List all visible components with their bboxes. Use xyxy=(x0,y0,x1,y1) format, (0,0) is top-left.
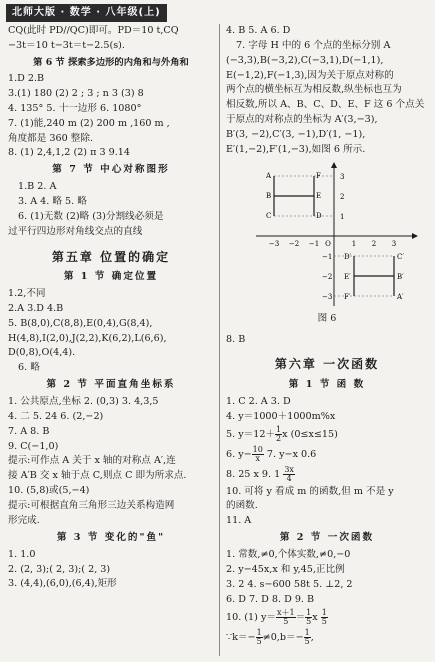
formula-text: 5. y＝12＋ xyxy=(226,428,276,440)
column-divider xyxy=(219,24,220,656)
answer-line: 两个点的横坐标互为相反数,纵坐标也互为 xyxy=(226,84,402,96)
point-label: C xyxy=(266,211,272,220)
answer-line: E′(1,−2),F′(1,−3),如图 6 所示. xyxy=(226,143,366,155)
fraction xyxy=(256,629,263,646)
y-tick-label: −1 xyxy=(322,252,333,261)
fraction xyxy=(276,609,296,626)
answer-line: 6. 略 xyxy=(18,362,40,374)
fraction-numerator: 1 xyxy=(256,627,262,637)
y-tick-label: −3 xyxy=(322,292,333,301)
point-label: E xyxy=(316,191,322,200)
answer-line: 的函数. xyxy=(226,500,258,512)
x-tick-label: −1 xyxy=(308,239,320,248)
fraction-denominator: 5 xyxy=(283,616,289,626)
answer-line: 1. C 2. A 3. D xyxy=(226,395,291,407)
fraction-numerator: 1 xyxy=(321,607,327,617)
answer-line: 1.B 2. A xyxy=(18,181,57,193)
answer-line: 9. C(−1,0) xyxy=(8,440,59,452)
answer-line: 5. B(8,0),C(8,8),E(0,4),G(8,4), xyxy=(8,317,153,329)
answer-line: 3. (4,4),(6,0),(6,4),矩形 xyxy=(8,578,117,590)
point-label: C′ xyxy=(397,252,404,261)
formula-text: x xyxy=(312,611,321,623)
answer-line: 3.(1) 180 (2) 2 ; 3 ; n 3 (3) 8 xyxy=(8,87,144,99)
answer-line: B′(3, −2),C′(3, −1),D′(1, −1), xyxy=(226,129,366,141)
x-axis-arrow xyxy=(412,233,418,239)
answer-line: (−3,3),B(−3,2),C(−3,1),D(−1,1), xyxy=(226,54,384,66)
formula-text: 10. (1) y＝ xyxy=(226,611,276,623)
section-title: 第 2 节 一次函数 xyxy=(279,532,375,544)
x-tick-label: −2 xyxy=(288,239,300,248)
answer-line: 11. A xyxy=(226,515,252,527)
answer-line: D(0,8),O(4,4). xyxy=(8,347,76,359)
answer-line: 过平行四边形对角线交点的直线 xyxy=(8,225,143,237)
fraction-denominator: 4 xyxy=(286,473,292,483)
section-title: 第 7 节 中心对称图形 xyxy=(52,164,170,176)
y-tick-label: 3 xyxy=(340,172,345,181)
fraction-denominator: x xyxy=(255,453,261,463)
answer-line: 10. (5,8)或(5,−4) xyxy=(8,485,90,497)
header-title: 北师大版 · 数学 · 八年级(上) xyxy=(6,4,167,22)
origin-label: O xyxy=(325,239,331,248)
y-tick-label: 1 xyxy=(340,212,345,221)
fraction-numerator: 10 xyxy=(252,444,263,454)
answer-line: 角度都是 360 整除. xyxy=(8,132,94,144)
answer-line: 3. 2 4. s−600 58t 5. ⊥2, 2 xyxy=(226,578,353,590)
answer-line: 4. y＝1000＋1000m%x xyxy=(226,410,336,422)
answer-line: 4. B 5. A 6. D xyxy=(226,25,291,36)
answer-line: 1. 公共原点,坐标 2. (0,3) 3. 4,3,5 xyxy=(8,396,159,408)
right-column xyxy=(226,24,428,648)
fraction-numerator: 1 xyxy=(306,607,312,617)
answer-line: 相反数,所以 A、B、C、D、E、F 这 6 个点关 xyxy=(226,99,425,111)
fraction xyxy=(304,629,311,646)
answer-line: 8. (1) 2,4,1,2 (2) π 3 9.14 xyxy=(8,147,130,159)
point-label: F xyxy=(316,171,321,180)
fraction-denominator: 5 xyxy=(306,616,312,626)
formula-text: 6. y− xyxy=(226,448,252,460)
answer-line: 4. 二 5. 24 6. (2,−2) xyxy=(8,410,104,422)
answer-line: 7. 字母 H 中的 6 个点的坐标分别 A xyxy=(236,39,391,51)
point-label: E′ xyxy=(344,272,351,281)
answer-line: 形完成. xyxy=(8,514,40,526)
point-label: F′ xyxy=(344,292,351,301)
answer-line-with-fraction xyxy=(226,628,428,648)
answer-line: 1.D 2.B xyxy=(8,73,45,85)
answer-line: E(−1,2),F(−1,3),因为关于原点对称的 xyxy=(226,69,394,81)
formula-text: ＝ xyxy=(295,611,306,623)
y-tick-label: 2 xyxy=(340,192,345,201)
section-title: 第 3 节 变化的"鱼" xyxy=(56,531,166,543)
answer-line: 提示:可作点 A 关于 x 轴的对称点 A′,连 xyxy=(8,455,176,467)
point-label: D xyxy=(316,211,322,220)
answer-line: −3t＝10 t−3t＝t−2.5(s). xyxy=(8,39,125,51)
answer-line: 8. B xyxy=(226,333,246,345)
section-title: 第 6 节 探索多边形的内角和与外角和 xyxy=(33,56,189,68)
answer-line: 3. A 4. 略 5. 略 xyxy=(18,196,87,207)
answer-line: 2. (2, 3);( 2, 3);( 2, 3) xyxy=(8,563,111,575)
formula-text: 1 xyxy=(274,468,281,480)
left-column xyxy=(8,24,214,592)
point-label: B xyxy=(266,191,272,200)
fraction xyxy=(321,609,328,626)
answer-line: 1. 1.0 xyxy=(8,548,36,560)
answer-line-with-fraction xyxy=(226,445,428,465)
fraction-denominator: 5 xyxy=(321,616,327,626)
fraction-numerator: x＋1 xyxy=(276,607,295,617)
answer-line: 1.2,不同 xyxy=(8,288,46,300)
fraction xyxy=(252,446,264,463)
formula-text: 8. 25 x 9. xyxy=(226,468,272,480)
point-label: A′ xyxy=(397,292,404,301)
answer-line: 提示:可根据直角三角形三边关系构造网 xyxy=(8,500,175,512)
fraction-denominator: 5 xyxy=(304,636,310,646)
answer-line: 于原点的对称点的坐标为 A′(3,−3), xyxy=(226,114,378,126)
chapter-title: 第六章 一次函数 xyxy=(274,357,380,372)
answer-line: 6. D 7. D 8. D 9. B xyxy=(226,593,315,605)
fraction-denominator: 5 xyxy=(256,636,262,646)
formula-text: 7. y−x 0.6 xyxy=(263,448,317,460)
answer-line: H(4,8),I(2,0),J(2,2),K(6,2),L(6,6), xyxy=(8,332,167,344)
answer-line: 1. 常数,≠0,个体实数,≠0,−0 xyxy=(226,549,351,561)
answer-line: 10. 可将 y 看成 m 的函数,但 m 不是 y xyxy=(226,485,394,497)
y-tick-label: −2 xyxy=(322,272,333,281)
answer-line-with-fraction xyxy=(226,465,428,485)
page-header xyxy=(6,4,238,22)
formula-text: ≠0,b＝− xyxy=(262,631,304,643)
fraction-denominator: 2 xyxy=(276,433,282,443)
section-title: 第 1 节 确定位置 xyxy=(63,271,159,283)
x-tick-label: 3 xyxy=(391,239,397,248)
answer-line: 6. (1)无数 (2)略 (3)分割线必须是 xyxy=(18,210,164,222)
fraction-numerator: 1 xyxy=(276,424,282,434)
section-title: 第 1 节 函 数 xyxy=(288,379,366,391)
answer-line: 7. A 8. B xyxy=(8,425,50,437)
chapter-title: 第五章 位置的确定 xyxy=(51,249,171,264)
answer-line: CQ(此时 PD//QC)即可。PD＝10 t,CQ xyxy=(8,25,179,36)
formula-text: , xyxy=(310,631,314,643)
answer-line-with-fraction xyxy=(226,608,428,628)
formula-text: x (0≤x≤15) xyxy=(282,428,338,440)
figure-caption: 图 6 xyxy=(317,312,337,324)
answer-line: 4. 135° 5. 十一边形 6. 1080° xyxy=(8,102,142,114)
answer-line: 7. (1)能,240 m (2) 200 m ,160 m , xyxy=(8,117,170,129)
coordinate-figure xyxy=(248,162,418,310)
answer-line: 接 A′B 交 x 轴于点 C,则点 C 即为所求点. xyxy=(8,470,187,482)
answer-line-with-fraction xyxy=(226,425,428,445)
fraction-numerator: 3x xyxy=(284,464,294,474)
formula-text: ∵k＝− xyxy=(226,631,256,643)
answer-line: 2.A 3.D 4.B xyxy=(8,302,64,314)
fraction xyxy=(283,466,295,483)
fraction-numerator: 1 xyxy=(304,627,310,637)
point-label: A xyxy=(266,171,272,180)
coordinate-grid-svg xyxy=(248,162,418,310)
section-title: 第 2 节 平面直角坐标系 xyxy=(46,379,176,391)
x-tick-label: 1 xyxy=(351,239,357,248)
answer-line: 2. y−45x,x 和 y,45,正比例 xyxy=(226,563,345,575)
point-label: D′ xyxy=(344,252,352,261)
x-tick-label: 2 xyxy=(371,239,377,248)
y-axis-arrow xyxy=(331,162,337,168)
point-label: B′ xyxy=(397,272,404,281)
x-tick-label: −3 xyxy=(268,239,280,248)
